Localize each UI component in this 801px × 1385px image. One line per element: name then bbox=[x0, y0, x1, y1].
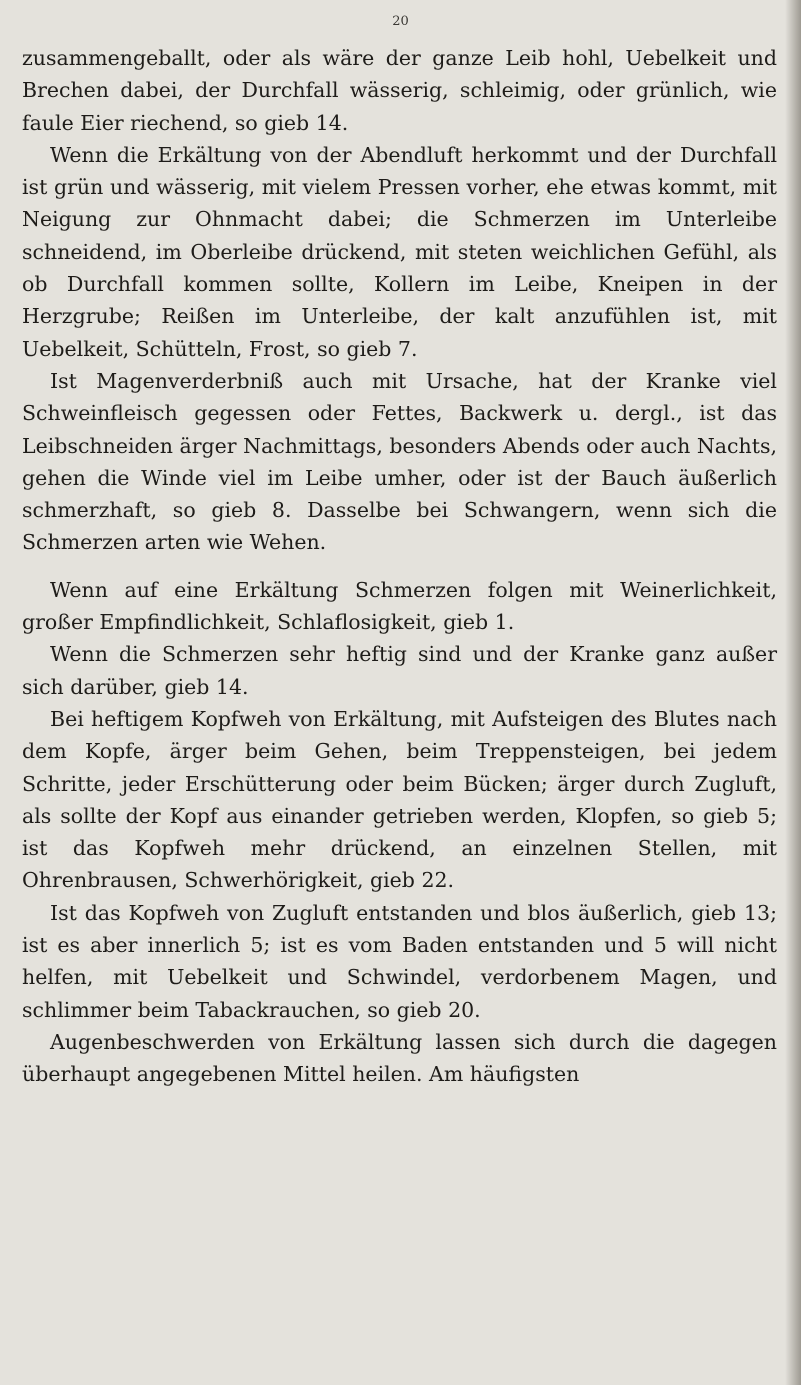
paragraph-6: Bei heftigem Kopfweh von Erkältung, mit Aufsteigen des Blutes nach dem Kopfe, ärger beim Gehen, beim Treppensteigen, bei jedem Schritte, jeder Erschütterung oder beim Bücken; ärger durch Zugluft, als sollte der Kopf aus einander getrieben werden, Klopfen, so gieb 5; ist das Kopfweh mehr drückend, an einzelnen Stellen, mit Ohrenbrausen, Schwerhörigkeit, gieb 22. bbox=[22, 706, 777, 893]
paragraph-7: Ist das Kopfweh von Zugluft entstanden und blos äußerlich, gieb 13; ist es aber innerlich 5; ist es vom Baden entstanden und 5 will nicht helfen, mit Uebelkeit und Schwindel, verdorbenem Magen, und schlimmer beim Tabackrauchen, so gieb 20. bbox=[22, 900, 777, 1022]
paragraph-4: Wenn auf eine Erkältung Schmerzen folgen mit Weinerlichkeit, großer Empfindlichkeit, Schlaflosigkeit, gieb 1. bbox=[22, 577, 777, 635]
paragraph-8: Augenbeschwerden von Erkältung lassen sich durch die dagegen überhaupt angegebenen Mittel heilen. Am häufigsten bbox=[22, 1029, 777, 1087]
paragraph-5: Wenn die Schmerzen sehr heftig sind und der Kranke ganz außer sich darüber, gieb 14. bbox=[22, 642, 777, 699]
page-edge-shadow bbox=[785, 0, 801, 1385]
paragraph-2: Wenn die Erkältung von der Abendluft herkommt und der Durchfall ist grün und wässerig, mit vielem Pressen vorher, ehe etwas kommt, mit Neigung zur Ohnmacht dabei; die Schmerzen im Unterleibe schneidend, im Oberleibe drückend, mit steten weichlichen Gefühl, als ob Durchfall kommen sollte, Kollern im Leibe, Kneipen in der Herzgrube; Reißen im Unterleibe, der kalt anzufühlen ist, mit Uebelkeit, Schütteln, Frost, so gieb 7. bbox=[22, 142, 777, 361]
paragraph-3: Ist Magenverderbniß auch mit Ursache, hat der Kranke viel Schweinfleisch gegessen oder Fettes, Backwerk u. dergl., ist das Leibschneiden ärger Nachmittags, besonders Abends oder auch Nachts, gehen die Winde viel im Leibe umher, oder ist der Bauch äußerlich schmerzhaft, so gieb 8. Dasselbe bei Schwangern, wenn sich die Schmerzen arten wie Wehen. bbox=[22, 368, 777, 555]
page-number: 20 bbox=[392, 14, 409, 29]
body-text bbox=[22, 42, 777, 1091]
paragraph-1: zusammengeballt, oder als wäre der ganze Leib hohl, Uebelkeit und Brechen dabei, der Durchfall wässerig, schleimig, oder grünlich, wie faule Eier riechend, so gieb 14. bbox=[22, 46, 777, 135]
